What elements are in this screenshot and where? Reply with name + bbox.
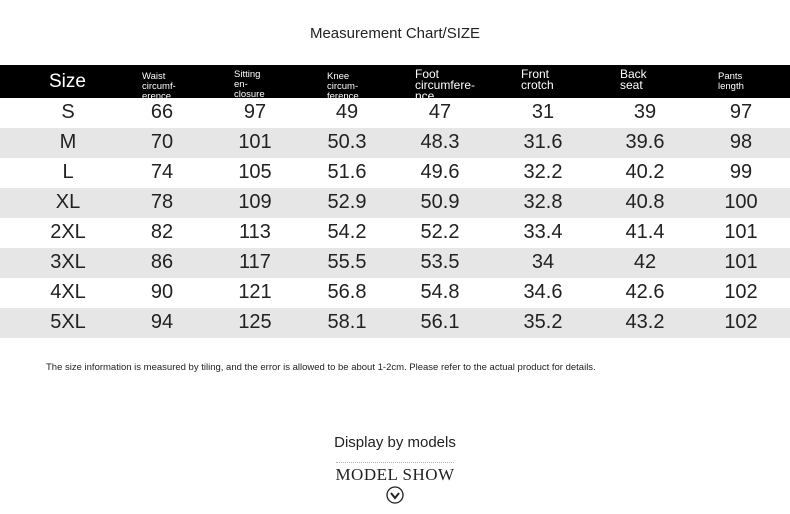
cell-size: 2XL (50, 221, 86, 243)
cell-foot: 53.5 (420, 251, 460, 273)
cell-back: 40.8 (625, 191, 665, 213)
cell-pants: 98 (729, 131, 753, 153)
cell-front: 31 (531, 101, 555, 123)
cell-sitting: 101 (238, 131, 272, 153)
cell-sitting: 113 (239, 221, 271, 243)
cell-foot: 56.1 (420, 311, 460, 333)
cell-foot: 48.3 (420, 131, 460, 153)
cell-front: 35.2 (523, 311, 563, 333)
cell-foot: 50.9 (420, 191, 460, 213)
cell-back: 39 (633, 101, 657, 123)
cell-knee: 55.5 (327, 251, 367, 273)
header-sitting: Sitting en- closure (234, 69, 265, 100)
cell-waist: 66 (150, 101, 174, 123)
cell-front: 32.2 (523, 161, 563, 183)
table-row (0, 128, 790, 158)
cell-sitting: 97 (243, 101, 267, 123)
header-foot: Foot circumfere- nce (415, 67, 476, 103)
header-size (0, 65, 137, 98)
cell-knee: 51.6 (327, 161, 367, 183)
header-waist: Waist circumf- erence (142, 71, 176, 102)
cell-waist: 70 (150, 131, 174, 153)
cell-knee: 56.8 (327, 281, 367, 303)
table-row (0, 308, 790, 338)
cell-foot: 52.2 (420, 221, 460, 243)
table-row (0, 188, 790, 218)
cell-size: 4XL (50, 281, 86, 303)
measurement-note: The size information is measured by tiling, and the error is allowed to be about 1-2cm. Please refer to the actual product for details. (46, 362, 596, 373)
cell-back: 41.4 (625, 221, 665, 243)
cell-foot: 54.8 (420, 281, 460, 303)
cell-waist: 90 (150, 281, 174, 303)
cell-pants: 99 (729, 161, 753, 183)
table-header (0, 65, 790, 103)
cell-waist: 78 (150, 191, 174, 213)
cell-sitting: 109 (238, 191, 272, 213)
cell-sitting: 121 (238, 281, 272, 303)
cell-size: XL (55, 191, 81, 213)
cell-back: 42.6 (625, 281, 665, 303)
cell-size: M (59, 131, 77, 153)
cell-sitting: 125 (238, 311, 272, 333)
cell-pants: 101 (724, 251, 758, 273)
cell-pants: 100 (724, 191, 758, 213)
cell-back: 43.2 (625, 311, 665, 333)
cell-back: 39.6 (625, 131, 665, 153)
cell-pants: 97 (729, 101, 753, 123)
cell-front: 33.4 (523, 221, 563, 243)
display-label: Display by models (334, 434, 456, 451)
cell-size: 3XL (50, 251, 86, 273)
table-row (0, 278, 790, 308)
cell-knee: 50.3 (327, 131, 367, 153)
page-title: Measurement Chart/SIZE (309, 25, 481, 42)
header-pants: Pants length (718, 71, 744, 92)
cell-waist: 94 (150, 311, 174, 333)
cell-foot: 49.6 (420, 161, 460, 183)
cell-size: L (62, 161, 74, 183)
cell-front: 34.6 (523, 281, 563, 303)
cell-sitting: 117 (239, 251, 271, 273)
cell-knee: 49 (335, 101, 359, 123)
table-row (0, 98, 790, 128)
header-front: Front crotch (521, 67, 554, 92)
cell-waist: 86 (150, 251, 174, 273)
table-row (0, 248, 790, 278)
cell-pants: 102 (724, 281, 758, 303)
cell-front: 34 (531, 251, 555, 273)
cell-sitting: 105 (238, 161, 272, 183)
cell-knee: 54.2 (327, 221, 367, 243)
cell-waist: 74 (150, 161, 174, 183)
cell-back: 42 (633, 251, 657, 273)
cell-back: 40.2 (625, 161, 665, 183)
model-show-label: MODEL SHOW (335, 465, 455, 484)
cell-size: 5XL (50, 311, 86, 333)
cell-size: S (61, 101, 75, 123)
size-table (0, 65, 790, 338)
cell-waist: 82 (150, 221, 174, 243)
chevron-down-circle-icon[interactable] (386, 486, 404, 504)
header-size-label: Size (49, 71, 86, 92)
cell-front: 31.6 (523, 131, 563, 153)
table-row (0, 218, 790, 248)
header-knee: Knee circum- ference (327, 71, 359, 102)
cell-pants: 102 (724, 311, 758, 333)
table-body (0, 98, 790, 338)
cell-pants: 101 (724, 221, 758, 243)
table-row (0, 158, 790, 188)
decorative-strip (336, 454, 454, 463)
cell-knee: 58.1 (327, 311, 367, 333)
cell-front: 32.8 (523, 191, 563, 213)
cell-foot: 47 (428, 101, 452, 123)
cell-knee: 52.9 (327, 191, 367, 213)
header-back: Back seat (620, 67, 647, 92)
